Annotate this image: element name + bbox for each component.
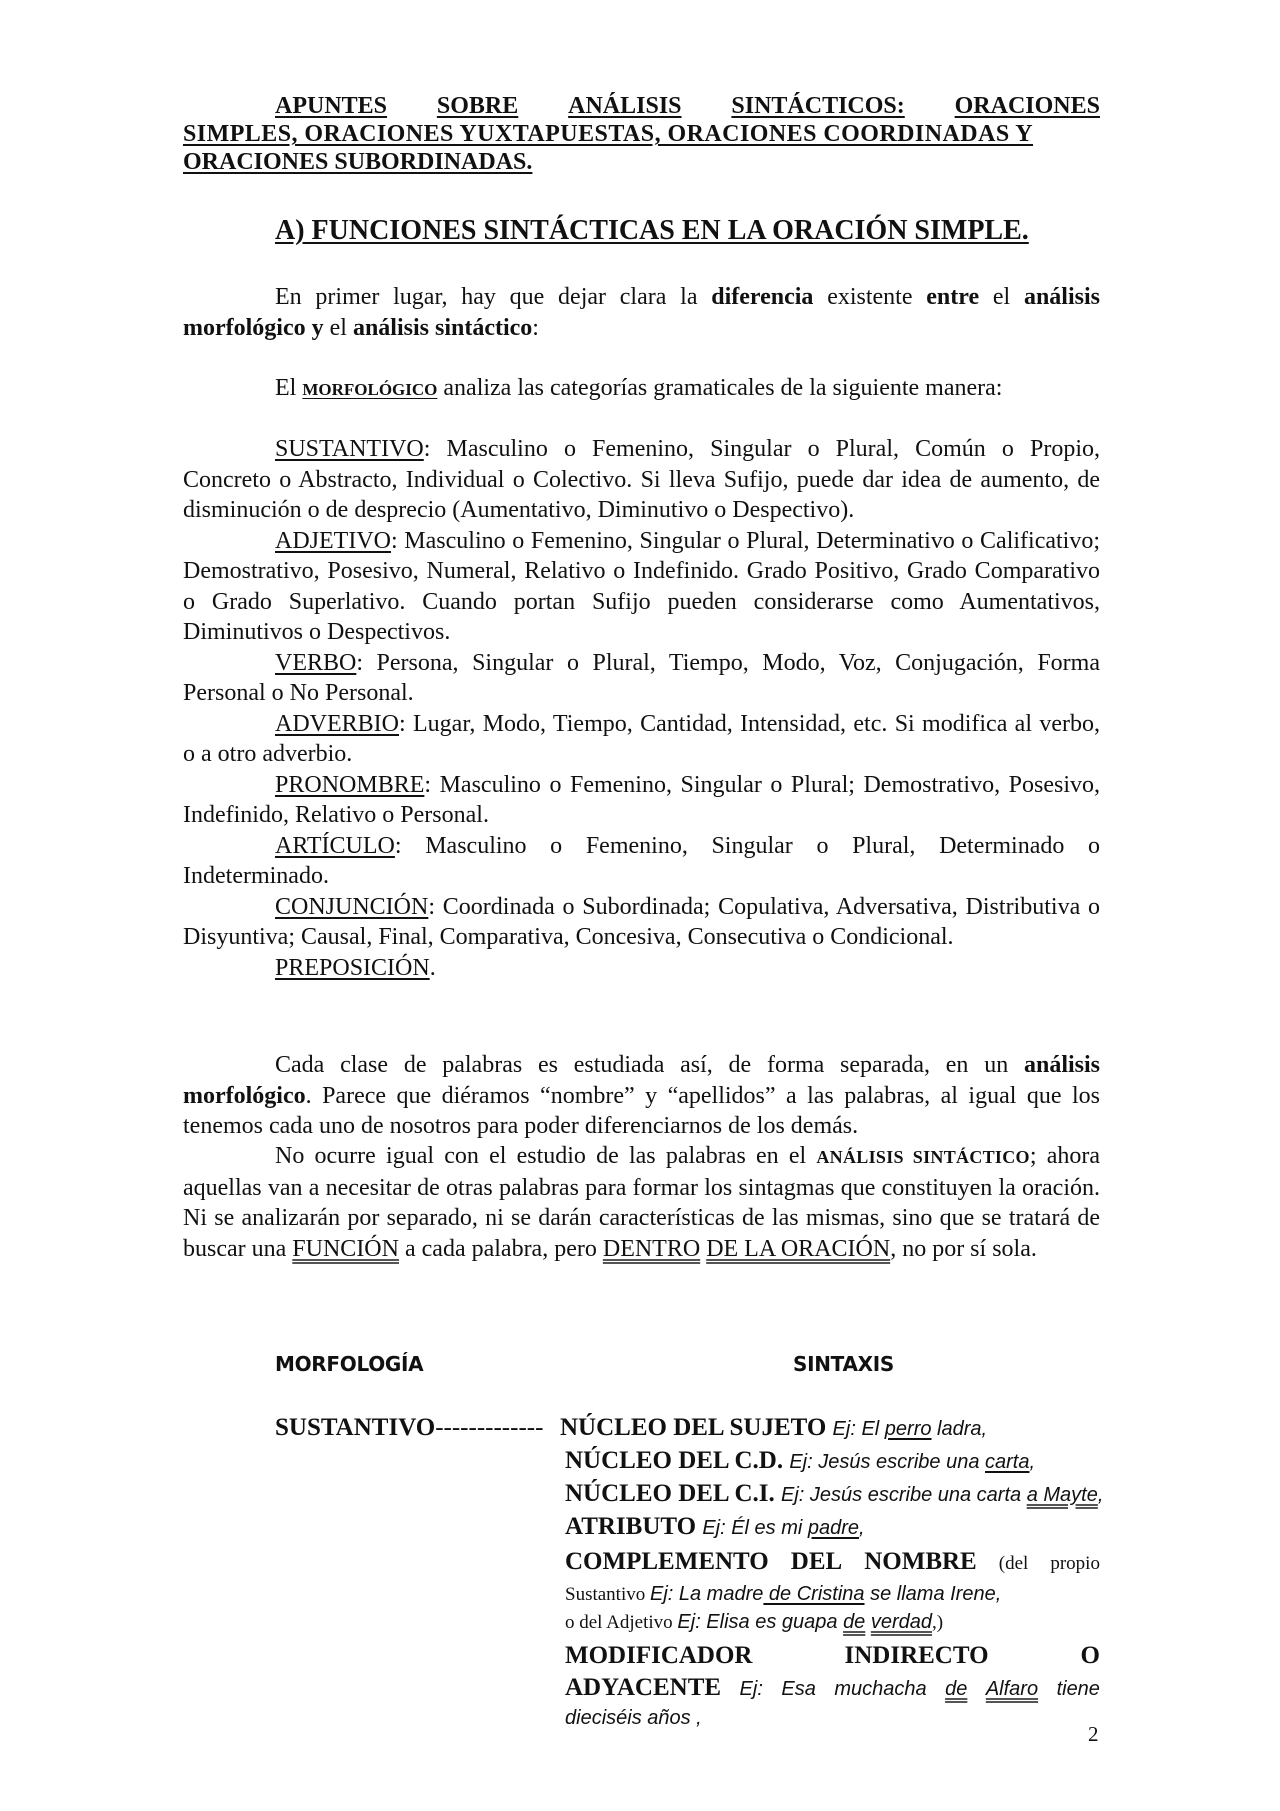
para-text: . Parece que diéramos “nombre” y “apellidos” a las palabras, al igual que los tenemos cada uno de nosotros para poder diferenciarnos de los demás. <box>183 1082 1100 1139</box>
morfologico-label: MORFOLÓGICO <box>302 380 438 399</box>
category-adjetivo <box>183 526 1100 648</box>
category-text: : Masculino o Femenino, Singular o Plural; Demostrativo, Posesivo, Indefinido, Relativo o Personal. <box>183 771 1100 828</box>
function-label-word: MODIFICADOR <box>565 1642 753 1669</box>
category-conjuncion <box>183 892 1100 953</box>
title-word: APUNTES <box>275 93 388 119</box>
complemento-line-2 <box>565 1580 1100 1608</box>
complemento-line-1 <box>565 1546 1100 1580</box>
category-verbo <box>183 648 1100 709</box>
category-text: : Masculino o Femenino, Singular o Plural, Común o Propio, Concreto o Abstracto, Individual o Colectivo. Si lleva Sufijo, puede dar idea de aumento, de disminución o de desprecio (Aumentativo, Diminutivo o Despectivo). <box>183 436 1100 523</box>
mapping-dashes: ------------- <box>435 1414 544 1441</box>
analisis-sintactico-label: ANÁLISIS SINTÁCTICO <box>816 1147 1030 1167</box>
intro-text: : <box>532 314 539 341</box>
category-text: : Masculino o Femenino, Singular o Plural, Determinado o Indeterminado. <box>183 832 1100 889</box>
header-sintaxis: SINTAXIS <box>793 1352 895 1376</box>
title-word: SINTÁCTICOS: <box>731 93 905 119</box>
title-line-3: ORACIONES SUBORDINADAS. <box>183 149 533 175</box>
header-morfologia: MORFOLOGÍA <box>275 1352 424 1376</box>
modificador-line-1 <box>565 1640 1100 1672</box>
function-label: ADYACENTE <box>565 1674 722 1701</box>
function-complemento-nombre <box>565 1546 1100 1636</box>
function-example <box>702 1517 864 1539</box>
function-label-word: INDIRECTO <box>844 1642 989 1669</box>
intro-text: En primer lugar, hay que dejar clara la <box>275 284 712 310</box>
function-atributo <box>565 1511 1100 1544</box>
function-label-word: NOMBRE <box>864 1548 977 1575</box>
title-line-1 <box>275 92 1100 120</box>
example-text: Ej: Él es mi <box>702 1517 808 1539</box>
intro-bold: entre <box>926 284 980 310</box>
function-label-word: (del <box>998 1553 1029 1574</box>
title-word: ANÁLISIS <box>568 93 682 119</box>
example-word: muchacha <box>834 1678 927 1700</box>
function-example <box>833 1418 988 1440</box>
category-name: ADJETIVO <box>275 527 391 554</box>
function-modificador-indirecto <box>565 1640 1100 1731</box>
example-text: Ej: Jesús escribe una <box>789 1451 985 1473</box>
function-example <box>677 1611 932 1633</box>
example-underlined: de <box>843 1611 866 1633</box>
category-name: SUSTANTIVO <box>275 436 424 462</box>
modificador-line-2 <box>565 1672 1100 1705</box>
para-text: No ocurre igual con el estudio de las palabras en el <box>275 1143 817 1169</box>
function-example <box>650 1583 1001 1605</box>
intro-text: el <box>979 284 1024 310</box>
function-nucleo-ci <box>565 1478 1104 1511</box>
intro-text: existente <box>813 284 927 310</box>
example-text: se llama Irene, <box>864 1583 1002 1605</box>
function-list <box>560 1412 1104 1731</box>
category-text: : Lugar, Modo, Tiempo, Cantidad, Intensidad, etc. Si modifica al verbo, o a otro adverbio. <box>183 710 1100 767</box>
function-label: ATRIBUTO <box>565 1513 697 1540</box>
example-underlined: verdad <box>870 1611 933 1633</box>
page-number: 2 <box>1088 1722 1099 1746</box>
category-name: ARTÍCULO <box>275 832 395 859</box>
morf-intro-text: analiza las categorías gramaticales de la siguiente manera: <box>437 375 1003 401</box>
example-text: o del Adjetivo <box>565 1612 678 1633</box>
example-text: , <box>1097 1484 1104 1506</box>
para-text: , no por sí sola. <box>890 1235 1037 1262</box>
paragraph-analisis-morfologico <box>183 1050 1100 1142</box>
intro-paragraph <box>183 282 1100 343</box>
category-text: : Masculino o Femenino, Singular o Plural, Determinativo o Calificativo; Demostrativo, Posesivo, Numeral, Relativo o Indefinido. Grado Positivo, Grado Comparativo o Grado Superlativo. Cuando portan Sufijo pueden considerarse como Aumentativos, Diminutivos o Despectivos. <box>183 527 1100 645</box>
category-name: PREPOSICIÓN <box>275 954 430 981</box>
dentro-term: DENTRO <box>602 1235 701 1262</box>
function-label: NÚCLEO DEL SUJETO <box>560 1414 827 1441</box>
example-text: ladra, <box>931 1418 988 1440</box>
example-word: Ej: <box>739 1678 763 1700</box>
category-articulo <box>183 831 1100 892</box>
function-nucleo-sujeto <box>560 1412 1100 1445</box>
category-name: ADVERBIO <box>275 710 399 737</box>
morf-intro-text: El <box>275 375 303 401</box>
example-underlined: Alfaro <box>985 1678 1039 1700</box>
example-text: Ej: El <box>832 1418 885 1440</box>
intro-bold: diferencia <box>711 284 814 310</box>
example-text: Sustantivo <box>565 1584 650 1605</box>
category-sustantivo <box>183 434 1100 526</box>
intro-text: el <box>323 314 353 341</box>
category-name: VERBO <box>275 649 357 676</box>
intro-bold: análisis morfológico y <box>183 284 1100 341</box>
de-la-oracion-term: DE LA ORACIÓN <box>706 1235 891 1262</box>
funcion-term: FUNCIÓN <box>292 1235 399 1262</box>
title-line-2: SIMPLES, ORACIONES YUXTAPUESTAS, ORACIONES COORDINADAS Y <box>183 121 1033 147</box>
example-text: dieciséis años , <box>565 1707 702 1729</box>
categories-list <box>183 434 1100 983</box>
function-label-word: DEL <box>790 1548 843 1575</box>
mapping-category-name: SUSTANTIVO <box>275 1414 436 1441</box>
intro-bold: análisis sintáctico <box>352 314 533 341</box>
title-word: ORACIONES <box>954 93 1100 119</box>
example-underlined: a Mayte <box>1026 1484 1098 1506</box>
example-text: Ej: La madre <box>649 1583 764 1605</box>
category-text: : Persona, Singular o Plural, Tiempo, Modo, Voz, Conjugación, Forma Personal o No Personal. <box>183 649 1100 706</box>
function-nucleo-cd <box>565 1445 1100 1478</box>
category-adverbio <box>183 709 1100 770</box>
example-underlined: perro <box>884 1418 932 1440</box>
morfologico-intro <box>183 373 1100 406</box>
example-text: ,) <box>932 1612 944 1633</box>
example-word: Esa <box>781 1678 816 1700</box>
function-example <box>781 1484 1103 1506</box>
para-text: Cada clase de palabras es estudiada así, de forma separada, en un <box>275 1052 1024 1078</box>
complemento-line-3 <box>565 1608 1100 1636</box>
example-text: , <box>859 1517 865 1539</box>
category-text: . <box>429 954 436 981</box>
paragraph-analisis-sintactico <box>183 1141 1100 1264</box>
function-label: NÚCLEO DEL C.D. <box>565 1447 784 1474</box>
example-text: Ej: Jesús escribe una carta <box>781 1484 1027 1506</box>
example-underlined: carta <box>985 1451 1030 1473</box>
para-text: ; ahora aquellas van a necesitar de otras palabras para formar los sintagmas que constituyen la oración. Ni se analizarán por separado, ni se darán características de las mismas, sino que se tratará de buscar una <box>183 1143 1101 1262</box>
example-text: , <box>1029 1451 1036 1473</box>
example-underlined: de <box>945 1678 968 1700</box>
example-underlined: padre <box>807 1517 860 1539</box>
category-text: : Coordinada o Subordinada; Copulativa, Adversativa, Distributiva o Disyuntiva; Causal, Final, Comparativa, Concesiva, Consecutiva o Condicional. <box>183 893 1100 950</box>
function-label-word: O <box>1080 1642 1100 1669</box>
para-text: a cada palabra, pero <box>398 1235 603 1262</box>
para-bold: análisis morfológico <box>183 1052 1100 1109</box>
section-heading: A) FUNCIONES SINTÁCTICAS EN LA ORACIÓN SIMPLE. <box>275 215 1029 246</box>
document-title <box>183 92 1100 176</box>
example-underlined: de Cristina <box>763 1583 865 1605</box>
category-pronombre <box>183 770 1100 831</box>
function-label-word: propio <box>1050 1553 1100 1574</box>
example-text: Ej: Elisa es guapa <box>677 1611 844 1633</box>
category-preposicion <box>183 953 1100 984</box>
mapping-category <box>275 1412 543 1444</box>
function-label: NÚCLEO DEL C.I. <box>565 1480 775 1507</box>
example-word: tiene <box>1056 1678 1100 1700</box>
title-word: SOBRE <box>436 93 519 119</box>
category-name: PRONOMBRE <box>275 771 425 798</box>
function-example <box>789 1451 1035 1473</box>
function-label-word: COMPLEMENTO <box>565 1548 769 1575</box>
category-name: CONJUNCIÓN <box>275 893 429 920</box>
